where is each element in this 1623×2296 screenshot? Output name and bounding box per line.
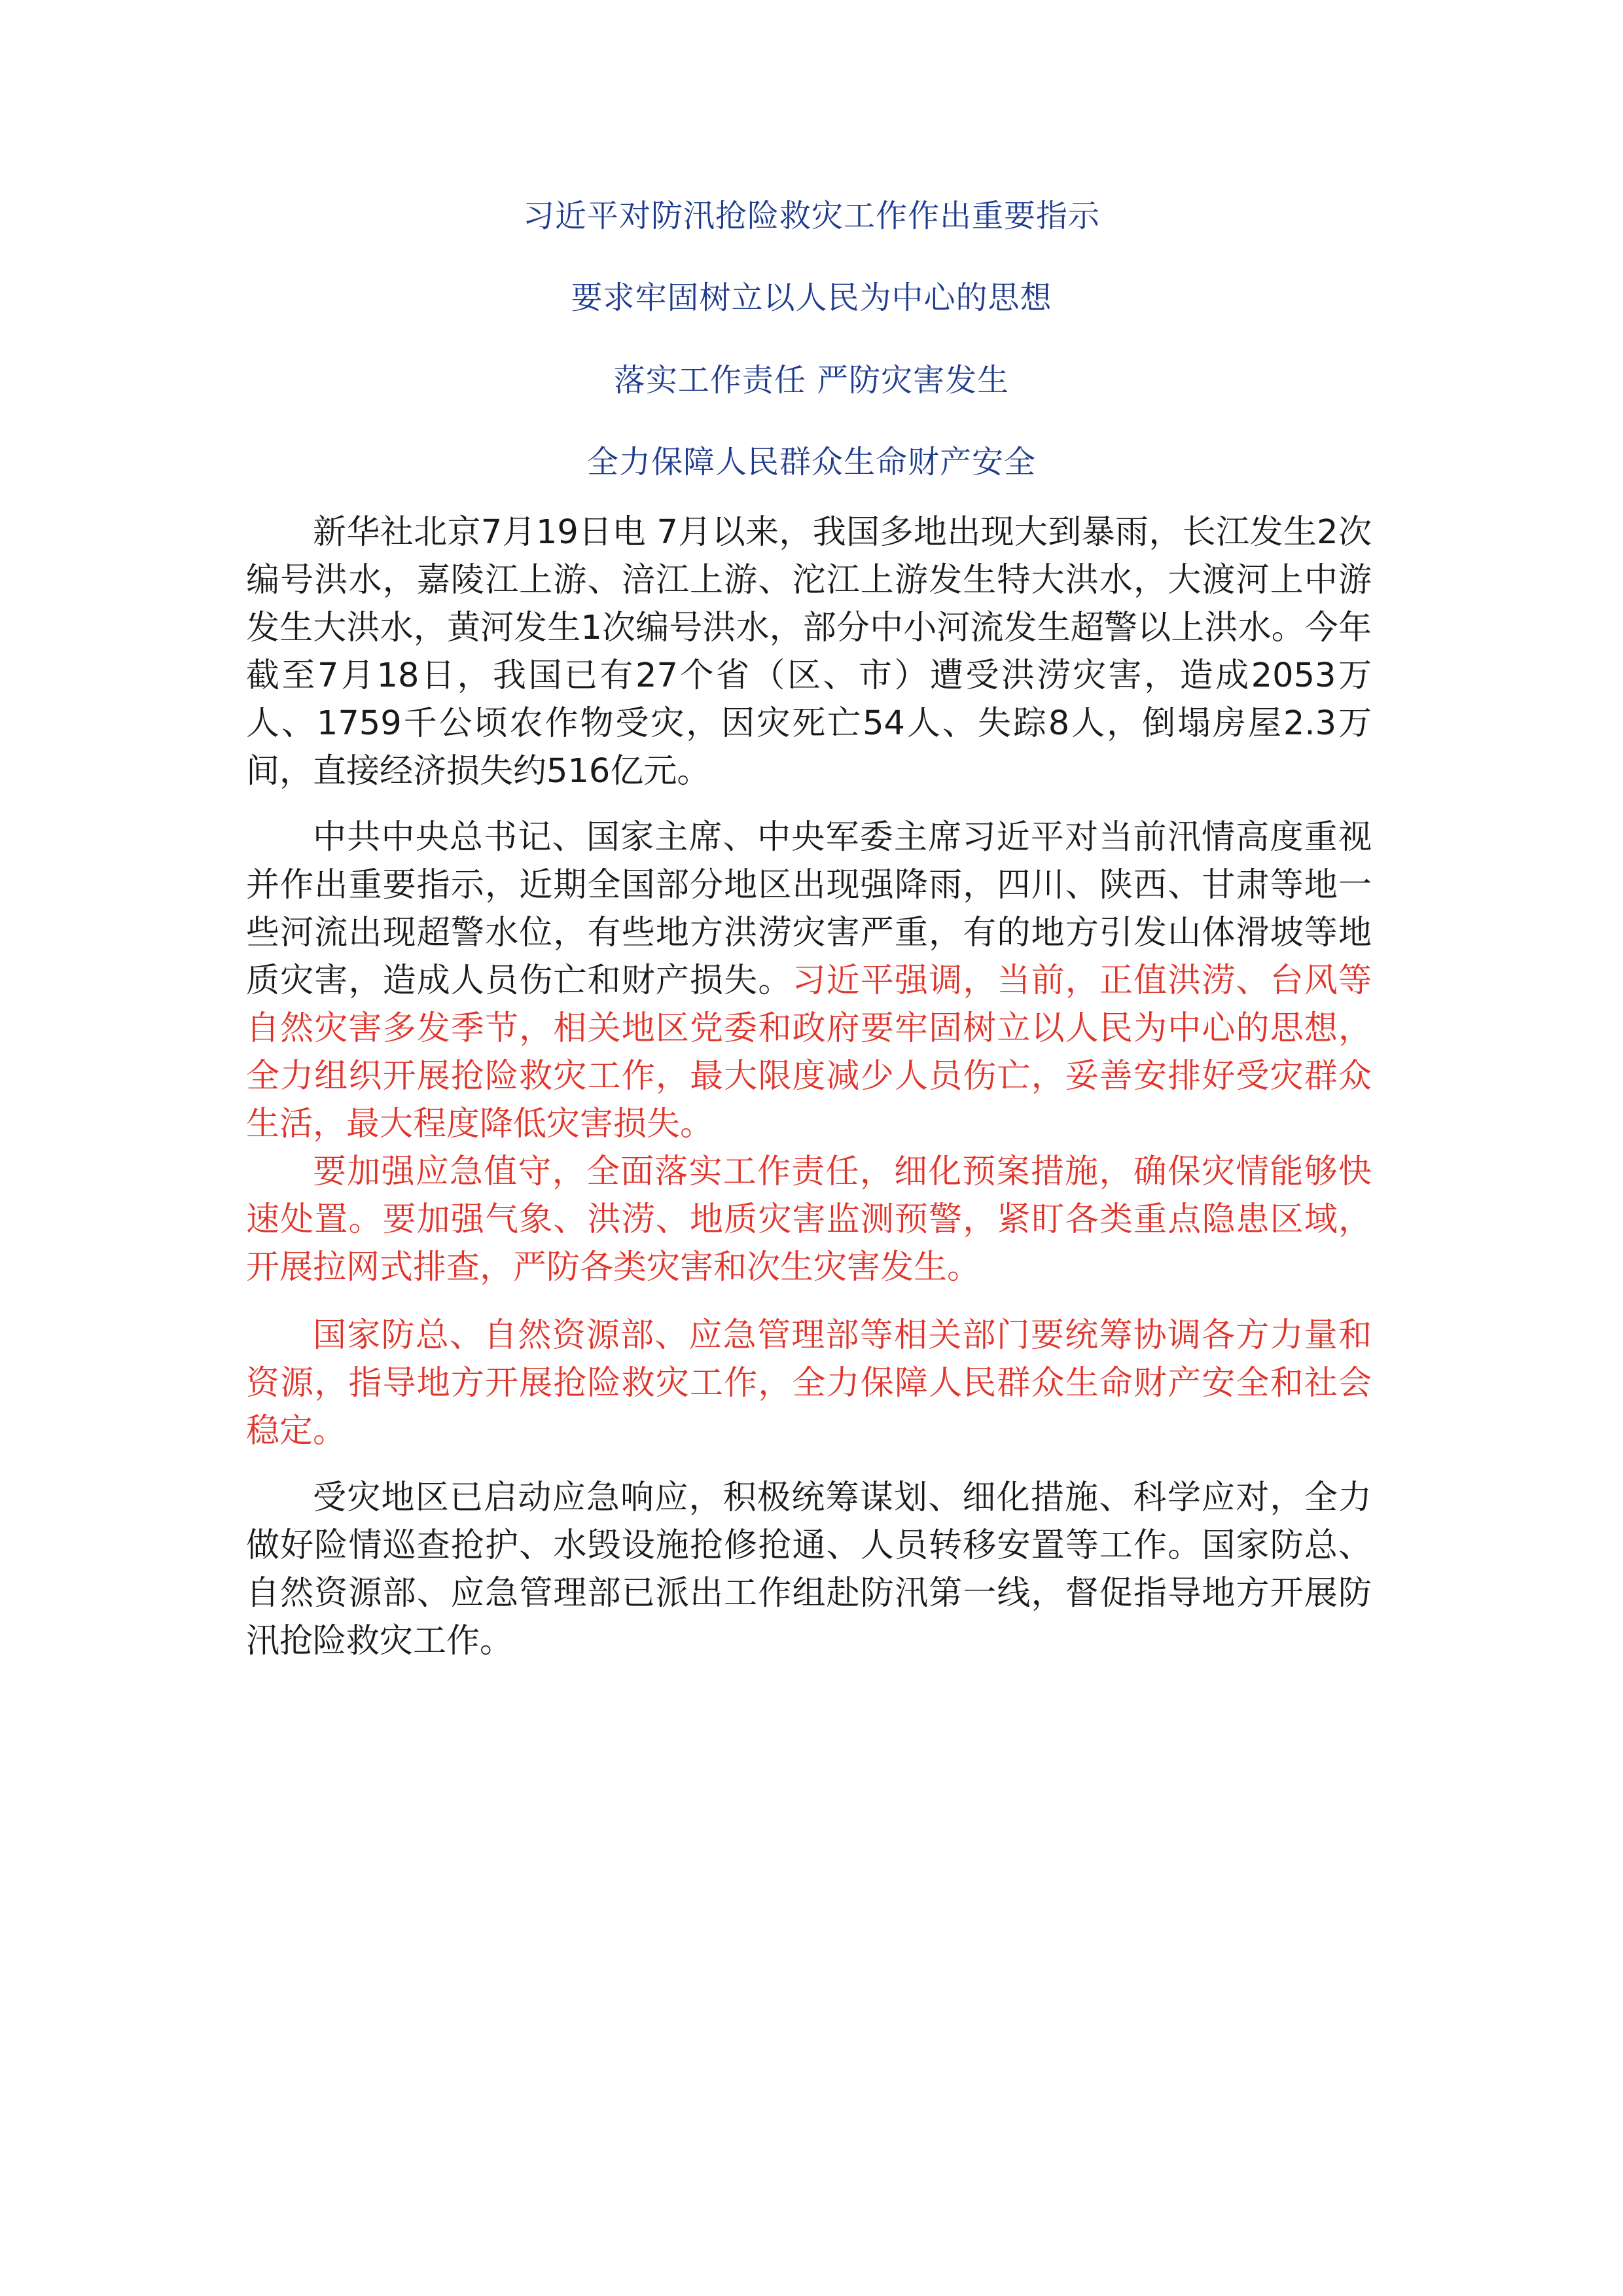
paragraph-instructions-context: 中共中央总书记、国家主席、中央军委主席习近平对当前汛情高度重视并作出重要指示，近期全国部分地区出现强降雨，四川、陕西、甘肃等地一些河流出现超警水位，有些地方洪涝灾害严重，有的地方引发山体滑坡等地质灾害，造成人员伤亡和财产损失。 — [246, 818, 1372, 1000]
paragraph-response: 受灾地区已启动应急响应，积极统筹谋划、细化措施、科学应对，全力做好险情巡查抢护、水毁设施抢修抢通、人员转移安置等工作。国家防总、自然资源部、应急管理部已派出工作组赴防汛第一线，督促指导地方开展防汛抢险救灾工作。 — [246, 1479, 1372, 1660]
headline-sub-1: 要求牢固树立以人民为中心的思想 — [571, 279, 1052, 316]
headline-sub-2: 落实工作责任 严防灾害发生 — [613, 362, 1010, 399]
headline-main: 习近平对防汛抢险救灾工作作出重要指示 — [522, 198, 1100, 234]
paragraph-dateline: 新华社北京7月19日电 7月以来，我国多地出现大到暴雨，长江发生2次编号洪水，嘉陵江上游、涪江上游、沱江上游发生特大洪水，大渡河上中游发生大洪水，黄河发生1次编号洪水，部分中小河流发生超警以上洪水。今年截至7月18日，我国已有27个省（区、市）遭受洪涝灾害，造成2053万人、1759千公顷农作物受灾，因灾死亡54人、失踪8人，倒塌房屋2.3万间，直接经济损失约516亿元。 — [246, 513, 1372, 791]
paragraph-emergency-duty: 要加强应急值守，全面落实工作责任，细化预案措施，确保灾情能够快速处置。要加强气象、洪涝、地质灾害监测预警，紧盯各类重点隐患区域，开展拉网式排查，严防各类灾害和次生灾害发生。 — [246, 1153, 1372, 1287]
headline-sub-3: 全力保障人民群众生命财产安全 — [586, 444, 1036, 480]
paragraph-departments: 国家防总、自然资源部、应急管理部等相关部门要统筹协调各方力量和资源，指导地方开展抢险救灾工作，全力保障人民群众生命财产安全和社会稳定。 — [246, 1316, 1372, 1450]
paragraph-instructions-emphasis: 习近平强调，当前，正值洪涝、台风等自然灾害多发季节，相关地区党委和政府要牢固树立以人民为中心的思想，全力组织开展抢险救灾工作，最大限度减少人员伤亡，妥善安排好受灾群众生活，最大程度降低灾害损失。 — [246, 961, 1372, 1143]
paragraph-instructions — [246, 814, 1372, 1148]
